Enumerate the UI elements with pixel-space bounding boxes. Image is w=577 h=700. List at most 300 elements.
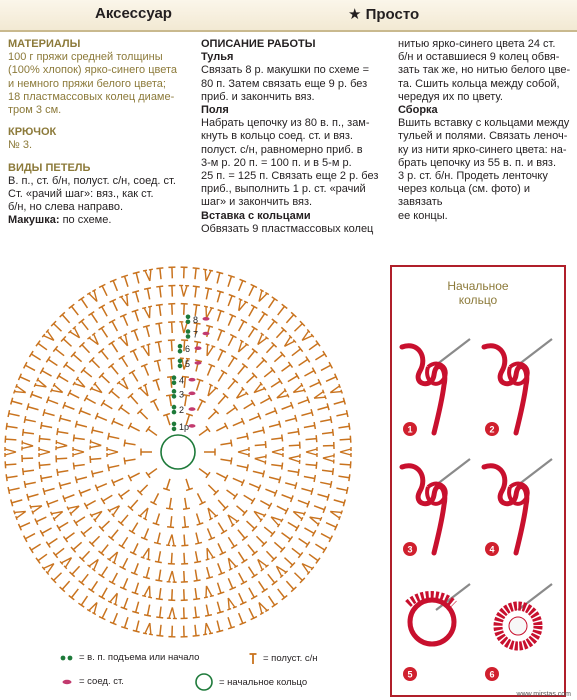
- half-double-crochet-stitch: [118, 513, 130, 526]
- stitch-stroke: [246, 565, 258, 578]
- stitch-stroke: [206, 409, 219, 422]
- stitch-stroke: [291, 507, 305, 521]
- half-double-crochet-stitch: [325, 374, 338, 385]
- brim-line: приб., выполнить 1 р. ст. «рачий: [201, 183, 366, 196]
- yarn-loop: [402, 466, 445, 553]
- half-double-crochet-stitch: [99, 326, 111, 339]
- half-double-crochet-stitch: [224, 596, 237, 610]
- crochet-hook-icon: [436, 339, 470, 365]
- brim-line: кнуть в кольцо соед. ст. и вяз.: [201, 130, 353, 143]
- half-double-crochet-stitch: [79, 342, 92, 355]
- stitch-stroke: [87, 333, 102, 348]
- half-double-crochet-stitch: [308, 379, 321, 390]
- stitch-stroke: [275, 503, 288, 514]
- stitch-stroke: [320, 416, 332, 425]
- stitch-stroke: [108, 462, 120, 471]
- slip-stitch: [203, 317, 210, 321]
- half-double-crochet-stitch: [329, 384, 343, 397]
- half-double-crochet-stitch: [194, 399, 205, 412]
- stitch-stroke: [47, 497, 60, 507]
- stitch-stroke: [99, 284, 110, 297]
- half-double-crochet-stitch: [275, 304, 287, 317]
- half-double-crochet-stitch: [322, 429, 334, 437]
- stitch-stroke: [336, 410, 348, 419]
- stitches-line: В. п., ст. б/н, полуст. с/н, соед. ст.: [8, 174, 176, 187]
- stitch-stroke: [245, 542, 257, 555]
- stitch-stroke: [180, 571, 188, 582]
- slip-stitch: [203, 332, 210, 336]
- stitch-stroke: [22, 455, 33, 462]
- half-double-crochet-stitch: [333, 496, 346, 506]
- half-double-crochet-stitch: [266, 297, 278, 310]
- stitch-stroke: [119, 535, 131, 548]
- stitch-stroke: [141, 449, 152, 456]
- half-double-crochet-stitch: [150, 399, 161, 412]
- half-double-crochet-stitch: [201, 622, 213, 635]
- half-double-crochet-stitch: [291, 383, 305, 397]
- half-double-crochet-stitch: [214, 329, 224, 342]
- stitch-stroke: [214, 582, 224, 595]
- stitch-stroke: [89, 357, 102, 370]
- half-double-crochet-stitch: [128, 498, 141, 511]
- stitch-stroke: [235, 364, 247, 377]
- half-double-crochet-stitch: [57, 373, 70, 385]
- stitch-stroke: [87, 289, 101, 304]
- half-double-crochet-stitch: [153, 512, 163, 525]
- stitch-stroke: [224, 405, 237, 417]
- slip-stitch: [195, 346, 202, 350]
- stitch-stroke: [141, 364, 152, 377]
- half-double-crochet-stitch: [89, 357, 102, 370]
- stitch-stroke: [101, 400, 114, 412]
- stitch-stroke: [225, 275, 235, 288]
- half-double-crochet-stitch: [108, 528, 120, 541]
- stitch-stroke: [124, 456, 136, 465]
- half-double-crochet-stitch: [108, 591, 122, 605]
- half-double-crochet-stitch: [259, 498, 272, 509]
- half-double-crochet-stitch: [265, 572, 277, 585]
- half-double-crochet-stitch: [133, 620, 142, 632]
- half-double-crochet-stitch: [254, 333, 269, 348]
- stitch-stroke: [56, 440, 68, 451]
- stitch-stroke: [168, 553, 176, 564]
- stitch-stroke: [166, 497, 175, 509]
- half-double-crochet-stitch: [181, 534, 189, 546]
- half-double-crochet-stitch: [206, 409, 219, 422]
- half-double-crochet-stitch: [266, 594, 278, 607]
- stitch-stroke: [289, 442, 300, 450]
- half-double-crochet-stitch: [63, 530, 76, 542]
- half-double-crochet-stitch: [5, 436, 16, 444]
- half-double-crochet-stitch: [231, 418, 244, 429]
- stitch-stroke: [242, 492, 255, 504]
- stitch-stroke: [88, 579, 100, 592]
- stitch-stroke: [225, 314, 236, 327]
- stitch-stroke: [224, 512, 239, 527]
- stitch-stroke: [35, 514, 48, 525]
- half-double-crochet-stitch: [338, 423, 350, 431]
- half-double-crochet-stitch: [262, 524, 275, 536]
- half-double-crochet-stitch: [192, 551, 201, 563]
- half-double-crochet-stitch: [215, 542, 226, 555]
- stitch-stroke: [27, 403, 39, 413]
- half-double-crochet-stitch: [132, 291, 142, 303]
- half-double-crochet-stitch: [5, 461, 16, 469]
- half-double-crochet-stitch: [155, 569, 164, 581]
- stitch-stroke: [156, 268, 164, 280]
- crown-line: 80 п. Затем связать еще 9 р. без: [201, 77, 368, 90]
- half-double-crochet-stitch: [40, 525, 53, 536]
- half-double-crochet-stitch: [155, 341, 164, 353]
- stitch-stroke: [24, 416, 36, 425]
- half-double-crochet-stitch: [142, 585, 154, 598]
- half-double-crochet-stitch: [92, 427, 104, 436]
- step-illustration: [402, 339, 470, 436]
- half-double-crochet-stitch: [255, 289, 269, 304]
- half-double-crochet-stitch: [268, 474, 280, 484]
- half-double-crochet-stitch: [180, 626, 187, 637]
- half-double-crochet-stitch: [51, 570, 64, 583]
- slip-stitch: [189, 407, 196, 411]
- half-double-crochet-stitch: [192, 588, 200, 600]
- stitch-stroke: [63, 402, 76, 412]
- half-double-crochet-stitch: [117, 377, 132, 392]
- stitch-stroke: [292, 321, 305, 334]
- half-double-crochet-stitch: [101, 400, 114, 412]
- stitch-stroke: [266, 297, 278, 310]
- stitch-stroke: [272, 352, 285, 365]
- half-double-crochet-stitch: [225, 616, 235, 629]
- stitch-stroke: [53, 346, 66, 358]
- stitches-line: Ст. «рачий шаг»: вяз., как ст.: [8, 188, 154, 201]
- stitch-stroke: [300, 485, 312, 495]
- stitch-stroke: [150, 492, 161, 505]
- half-double-crochet-stitch: [275, 587, 287, 600]
- stitch-stroke: [339, 461, 350, 469]
- stitch-stroke: [167, 571, 178, 583]
- half-double-crochet-stitch: [319, 530, 332, 541]
- brim-line: полуст. с/н, равномерно приб. в: [201, 143, 363, 156]
- half-double-crochet-stitch: [193, 532, 202, 544]
- stitch-stroke: [235, 528, 247, 541]
- slip-stitch: [189, 424, 196, 428]
- half-double-crochet-stitch: [272, 352, 285, 365]
- half-double-crochet-stitch: [73, 377, 88, 391]
- half-double-crochet-stitch: [130, 542, 141, 555]
- stitch-stroke: [41, 422, 53, 431]
- stitch-stroke: [132, 601, 142, 613]
- half-double-crochet-stitch: [144, 288, 153, 300]
- stitch-stroke: [6, 473, 18, 481]
- half-double-crochet-stitch: [108, 364, 120, 377]
- half-double-crochet-stitch: [236, 571, 247, 584]
- half-double-crochet-stitch: [204, 384, 218, 399]
- chain-dot: [172, 394, 177, 399]
- half-double-crochet-stitch: [297, 497, 310, 507]
- stitch-stroke: [204, 527, 215, 540]
- half-double-crochet-stitch: [225, 577, 236, 590]
- insert-heading: Вставка с кольцами: [201, 209, 311, 222]
- diagram-legend: [60, 648, 390, 696]
- stitch-stroke: [153, 512, 163, 525]
- half-double-crochet-stitch: [272, 540, 285, 553]
- stitch-stroke: [254, 357, 267, 370]
- stitch-stroke: [262, 524, 275, 536]
- stitch-stroke: [110, 612, 121, 625]
- stitch-stroke: [119, 356, 131, 369]
- stitch-stroke: [197, 426, 210, 438]
- half-double-crochet-stitch: [156, 268, 164, 280]
- half-double-crochet-stitch: [317, 491, 329, 501]
- half-double-crochet-stitch: [246, 565, 258, 578]
- half-double-crochet-stitch: [133, 272, 142, 284]
- half-double-crochet-stitch: [128, 470, 141, 481]
- stitch-stroke: [254, 441, 266, 449]
- half-double-crochet-stitch: [143, 566, 153, 578]
- half-double-crochet-stitch: [57, 428, 69, 437]
- half-double-crochet-stitch: [264, 549, 277, 562]
- half-double-crochet-stitch: [290, 346, 303, 358]
- stitch-stroke: [305, 435, 317, 443]
- stitch-stroke: [43, 409, 55, 419]
- step-number: 1: [407, 424, 413, 435]
- half-double-crochet-stitch: [338, 473, 350, 481]
- half-double-crochet-stitch: [259, 395, 272, 406]
- half-double-crochet-stitch: [128, 423, 141, 434]
- stitch-stroke: [225, 577, 236, 590]
- stitch-stroke: [14, 384, 28, 397]
- stitch-stroke: [191, 268, 199, 280]
- stitch-stroke: [225, 334, 236, 347]
- half-double-crochet-stitch: [234, 299, 248, 313]
- half-double-crochet-stitch: [271, 435, 283, 443]
- stitch-stroke: [235, 279, 246, 292]
- stitch-stroke: [131, 329, 141, 342]
- half-double-crochet-stitch: [69, 304, 81, 317]
- half-double-crochet-stitch: [90, 382, 105, 397]
- chain-dot: [172, 389, 177, 394]
- half-double-crochet-stitch: [60, 579, 73, 592]
- half-double-crochet-stitch: [194, 492, 205, 505]
- stitch-stroke: [259, 395, 272, 406]
- stitch-stroke: [338, 473, 350, 481]
- half-double-crochet-stitch: [6, 423, 18, 431]
- half-double-crochet-stitch: [79, 572, 91, 585]
- half-double-crochet-stitch: [156, 606, 164, 618]
- stitch-stroke: [119, 294, 132, 308]
- stitch-stroke: [308, 513, 322, 527]
- row-number: 6: [185, 344, 191, 355]
- stitch-stroke: [118, 405, 131, 417]
- half-double-crochet-stitch: [90, 440, 102, 451]
- stitch-stroke: [235, 612, 246, 625]
- stitch-stroke: [280, 402, 293, 412]
- stitch-stroke: [39, 461, 51, 469]
- legend-half-dc-label: = полуст. с/н: [263, 652, 318, 664]
- stitch-stroke: [30, 501, 44, 514]
- stitch-stroke: [156, 606, 164, 618]
- assembly-line: ее концы.: [398, 209, 448, 222]
- stitch-stroke: [141, 547, 154, 561]
- half-double-crochet-stitch: [63, 491, 76, 501]
- half-double-crochet-stitch: [275, 388, 289, 402]
- stitch-stroke: [51, 507, 65, 521]
- page-header: [0, 0, 577, 32]
- half-double-crochet-stitch: [119, 356, 131, 369]
- half-double-crochet-stitch: [120, 577, 131, 590]
- half-double-crochet-stitch: [252, 468, 264, 477]
- chain-dot: [186, 329, 191, 334]
- half-double-crochet-stitch: [216, 498, 229, 511]
- half-double-crochet-stitch: [246, 284, 257, 297]
- stitch-stroke: [194, 399, 205, 412]
- stitch-stroke: [280, 491, 293, 501]
- half-double-crochet-stitch: [292, 570, 305, 583]
- half-double-crochet-stitch: [124, 440, 136, 449]
- hook-heading: КРЮЧОК: [8, 126, 57, 139]
- half-double-crochet-stitch: [129, 521, 141, 534]
- stitch-stroke: [325, 519, 338, 530]
- half-double-crochet-stitch: [181, 497, 190, 509]
- half-double-crochet-stitch: [99, 607, 110, 620]
- stitch-stroke: [129, 521, 141, 534]
- half-double-crochet-stitch: [220, 440, 232, 449]
- half-double-crochet-stitch: [255, 600, 269, 615]
- materials-text: [8, 51, 190, 117]
- half-double-crochet-stitch: [192, 606, 200, 618]
- half-double-crochet-stitch: [254, 534, 267, 547]
- stitch-stroke: [216, 498, 229, 511]
- half-double-crochet-stitch: [121, 597, 131, 610]
- stitch-stroke: [252, 468, 264, 477]
- stitch-stroke: [120, 557, 131, 570]
- half-double-crochet-stitch: [120, 314, 131, 327]
- slip-stitch: [189, 392, 196, 396]
- half-double-crochet-stitch: [202, 547, 215, 561]
- stitch-stroke: [204, 384, 218, 399]
- half-double-crochet-stitch: [90, 507, 105, 522]
- half-double-crochet-stitch: [11, 398, 24, 408]
- half-double-crochet-stitch: [287, 467, 299, 476]
- stitch-stroke: [51, 570, 64, 583]
- half-double-crochet-stitch: [280, 491, 293, 501]
- stitch-stroke: [79, 486, 92, 497]
- stitch-stroke: [133, 620, 142, 632]
- starting-ring-title-line: Начальное: [447, 279, 509, 293]
- half-double-crochet-stitch: [84, 395, 97, 406]
- stitch-stroke: [323, 453, 334, 463]
- half-double-crochet-stitch: [132, 601, 142, 613]
- stitch-stroke: [89, 534, 102, 547]
- legend-chain-label: = в. п. подъема или начало: [79, 652, 200, 663]
- stitch-stroke: [202, 306, 214, 319]
- half-double-crochet-stitch: [340, 447, 351, 457]
- half-double-crochet-stitch: [95, 480, 108, 491]
- stitch-stroke: [180, 607, 187, 618]
- half-double-crochet-stitch: [8, 485, 20, 494]
- insert-line: Обвязать 9 пластмассовых колец: [201, 222, 374, 235]
- stitch-stroke: [290, 346, 303, 358]
- half-double-crochet-stitch: [339, 461, 350, 469]
- half-double-crochet-stitch: [121, 275, 131, 288]
- stitch-stroke: [191, 624, 199, 636]
- stitch-stroke: [254, 333, 269, 348]
- stitch-stroke: [303, 368, 316, 379]
- half-double-crochet-stitch: [137, 482, 150, 495]
- half-double-crochet-stitch: [274, 327, 287, 340]
- stitch-stroke: [303, 473, 315, 482]
- row-number: 7: [193, 329, 199, 340]
- stitch-stroke: [279, 530, 292, 542]
- half-double-crochet-stitch: [24, 416, 36, 425]
- half-double-crochet-stitch: [53, 546, 66, 558]
- step-illustration: [485, 584, 552, 681]
- stitch-stroke: [36, 341, 49, 353]
- half-double-crochet-stitch: [112, 418, 125, 429]
- stitch-stroke: [63, 530, 76, 542]
- stitch-stroke: [168, 267, 175, 278]
- stitch-stroke: [51, 383, 65, 397]
- stitch-stroke: [168, 322, 176, 333]
- half-double-crochet-stitch: [110, 299, 121, 312]
- stitch-stroke: [90, 382, 105, 397]
- stitch-stroke: [143, 566, 153, 578]
- stitch-stroke: [153, 379, 163, 392]
- stitch-stroke: [289, 453, 301, 464]
- half-double-crochet-stitch: [39, 435, 51, 443]
- stitch-stroke: [181, 534, 189, 546]
- half-double-crochet-stitch: [202, 585, 214, 598]
- stitch-stroke: [117, 377, 132, 392]
- half-double-crochet-stitch: [236, 462, 248, 471]
- half-double-crochet-stitch: [183, 478, 193, 491]
- stitch-stroke: [314, 351, 327, 363]
- half-double-crochet-stitch: [168, 358, 176, 370]
- half-double-crochet-stitch: [180, 553, 188, 564]
- stitches-line: б/н, но слева направо.: [8, 201, 124, 214]
- crown-label: Макушка:: [8, 214, 60, 227]
- half-double-crochet-stitch: [202, 344, 215, 358]
- stitch-stroke: [63, 491, 76, 501]
- step-number: 2: [489, 424, 495, 435]
- stitch-stroke: [51, 321, 64, 334]
- half-double-crochet-stitch: [68, 326, 83, 341]
- half-double-crochet-stitch: [141, 449, 152, 456]
- half-double-crochet-stitch: [214, 291, 224, 303]
- brim-line: 3-м р. 20 п. = 100 п. и в 5-м р.: [201, 156, 352, 169]
- half-double-crochet-stitch: [244, 373, 257, 386]
- half-double-crochet-stitch: [109, 571, 120, 584]
- half-double-crochet-stitch: [290, 546, 303, 558]
- stitch-stroke: [242, 400, 255, 412]
- stitch-stroke: [307, 341, 320, 353]
- half-double-crochet-stitch: [307, 341, 320, 353]
- half-double-crochet-stitch: [84, 498, 97, 509]
- stitch-stroke: [60, 579, 73, 592]
- half-double-crochet-stitch: [39, 447, 50, 457]
- stitch-stroke: [150, 399, 161, 412]
- half-double-crochet-stitch: [262, 367, 275, 379]
- stitch-stroke: [108, 528, 120, 541]
- chain-dot: [172, 427, 177, 432]
- stitch-stroke: [90, 440, 102, 451]
- stitch-stroke: [319, 530, 332, 541]
- half-double-crochet-stitch: [166, 534, 177, 546]
- stitch-stroke: [110, 279, 121, 292]
- half-double-crochet-stitch: [215, 521, 227, 534]
- half-double-crochet-stitch: [289, 442, 300, 450]
- materials-column: [8, 38, 190, 228]
